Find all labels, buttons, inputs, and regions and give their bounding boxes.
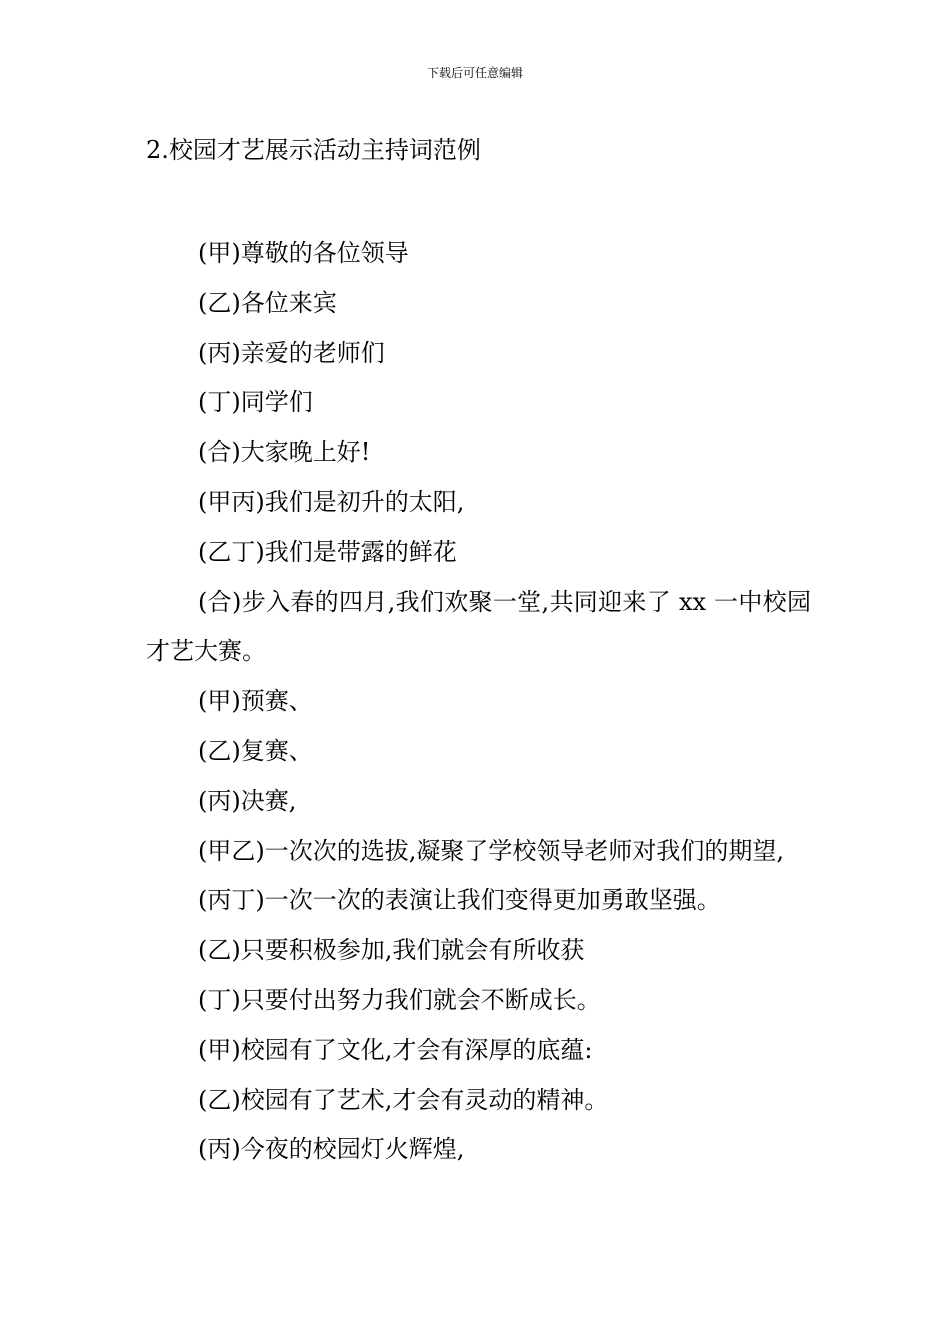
paragraph: (合)步入春的四月,我们欢聚一堂,共同迎来了 xx 一中校园才艺大赛。 (146, 587, 811, 666)
paragraph: (丁)只要付出努力我们就会不断成长。 (198, 985, 601, 1014)
paragraph: (乙丁)我们是带露的鲜花 (198, 537, 457, 566)
paragraph: (甲乙)一次次的选拔,凝聚了学校领导老师对我们的期望, (198, 836, 784, 865)
paragraph: (合)大家晚上好! (198, 438, 371, 467)
paragraph: (乙)只要积极参加,我们就会有所收获 (198, 936, 585, 965)
paragraph: (甲)尊敬的各位领导 (198, 239, 409, 267)
paragraph: (乙)校园有了艺术,才会有灵动的精神。 (198, 1085, 609, 1114)
paragraph: (甲)校园有了文化,才会有深厚的底蕴: (198, 1035, 593, 1064)
paragraph: (甲)预赛、 (198, 687, 313, 716)
paragraph: (丁)同学们 (198, 388, 313, 417)
paragraph: (甲丙)我们是初升的太阳, (198, 487, 465, 516)
paragraph: (乙)复赛、 (198, 736, 313, 765)
paragraph: (丙丁)一次一次的表演让我们变得更加勇敢坚强。 (198, 886, 721, 915)
page-header: 下载后可任意编辑 (426, 66, 523, 80)
paragraph: (丙)决赛, (198, 786, 297, 815)
paragraph: (丙)今夜的校园灯火辉煌, (198, 1135, 465, 1164)
document-body (146, 229, 811, 1175)
paragraph: (丙)亲爱的老师们 (198, 338, 385, 367)
paragraph: (乙)各位来宾 (198, 288, 337, 317)
document-title: 2.校园才艺展示活动主持词范例 (146, 136, 481, 164)
